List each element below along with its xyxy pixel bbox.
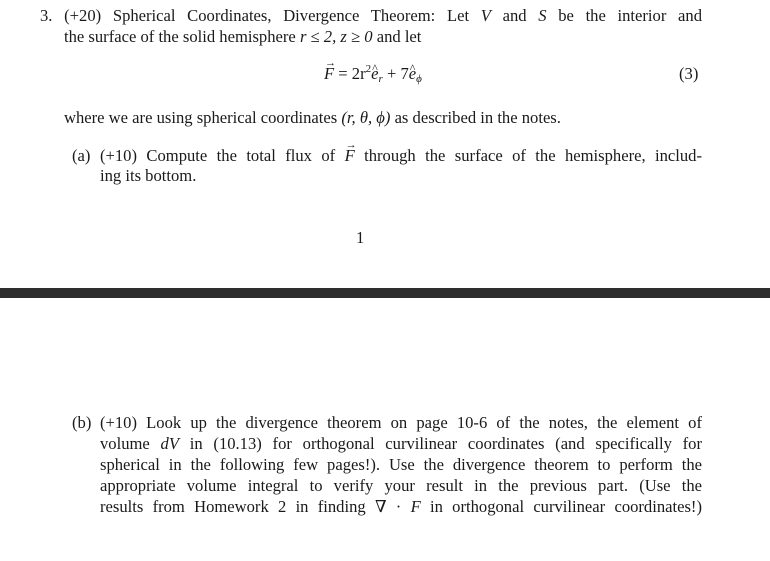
part-b-line2: volume dV in (10.13) for orthogonal curvilinear coordinates (and specifically for — [100, 434, 702, 453]
region-condition: r ≤ 2, z ≥ 0 — [299, 27, 373, 46]
equation: → $F = 2r^2\^{}$ $e_r$ + 7^ $e_\phi$ — [324, 64, 422, 84]
coordinate-triple: (r, θ, ϕ) — [341, 108, 391, 127]
vector-f: → F — [345, 146, 355, 166]
equation-number: (3) — [679, 64, 699, 83]
var-s: S — [538, 6, 547, 25]
page-number: 1 — [356, 228, 365, 247]
part-b-line3: spherical in the following few pages!). Use the divergence theorem to perform the — [100, 455, 702, 474]
part-a-line2: ing its bottom. — [100, 166, 197, 185]
problem-intro-line1: 3. (+20) Spherical Coordinates, Divergence Theorem: Let V and S be the interior and — [40, 6, 703, 25]
unit-vector-r: ^ e — [371, 64, 378, 84]
part-b-line4: appropriate volume integral to verify your result in the previous part. (Use the — [100, 476, 702, 495]
problem-points: (+20) — [64, 6, 102, 25]
var-v: V — [480, 6, 491, 25]
problem-number: 3. — [40, 6, 53, 25]
divergence-operator: ∇ · F — [374, 497, 421, 516]
vector-f: → F — [324, 64, 334, 84]
part-b-line1: (+10) Look up the divergence theorem on page 10-6 of the notes, the element of — [100, 413, 702, 432]
part-a-line1: (+10) Compute the total flux of → F through the surface of the hemisphere, includ- — [100, 146, 702, 166]
page-divider — [0, 288, 770, 298]
part-b-line5: results from Homework 2 in finding ∇ · F in orthogonal curvilinear coordinates!) — [100, 497, 702, 516]
problem-title: Spherical Coordinates, Divergence Theorem: — [112, 6, 436, 25]
part-a-label: (a) — [72, 146, 91, 165]
part-b-label: (b) — [72, 413, 92, 432]
volume-element: dV — [160, 434, 179, 453]
problem-intro-line2: the surface of the solid hemisphere r ≤ 2, z ≥ 0 and let — [64, 27, 422, 46]
unit-vector-phi: ^ e — [409, 64, 416, 84]
coordinates-note: where we are using spherical coordinates (r, θ, ϕ) as described in the notes. — [64, 108, 561, 127]
